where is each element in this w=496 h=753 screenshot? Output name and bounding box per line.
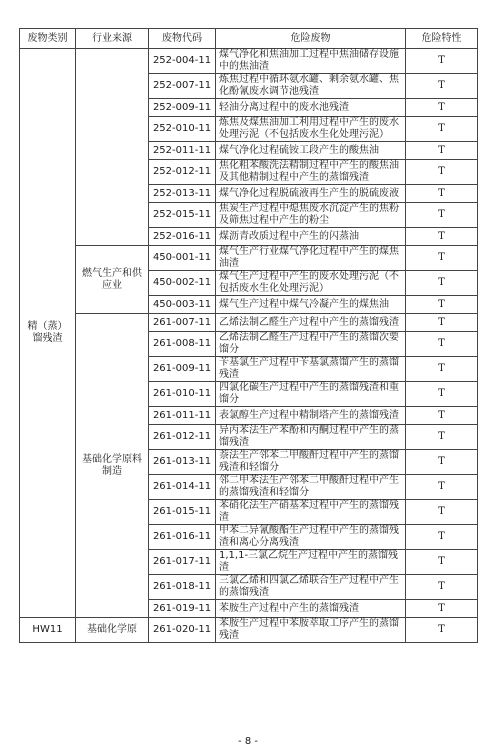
industry-source-cell (76, 49, 149, 246)
hazardous-waste-cell: 乙烯法制乙醛生产过程中产生的蒸馏次要馏分 (216, 332, 406, 357)
waste-code-cell: 261-013-11 (149, 450, 216, 475)
table-header-row (20, 29, 478, 49)
industry-source-cell: 基础化学原料制造 (76, 314, 149, 618)
hazard-property-cell: T (406, 357, 478, 382)
hazardous-waste-cell: 炼焦及煤焦油加工利用过程中产生的废水处理污泥（不包括废水生化处理污泥） (216, 117, 406, 142)
waste-category-cell: 精（蒸）馏残渣 (20, 49, 76, 618)
hazardous-waste-cell: 炼焦过程中循环氨水罐、剩余氨水罐、焦化酚氰废水调节池残渣 (216, 74, 406, 99)
hazard-property-cell: T (406, 314, 478, 332)
hazardous-waste-cell: 焦化粗苯酸洗法精制过程中产生的酸焦油及其他精制过程中产生的蒸馏残渣 (216, 160, 406, 185)
waste-code-cell: 261-014-11 (149, 475, 216, 500)
hazardous-waste-cell: 乙烯法制乙醛生产过程中产生的蒸馏残渣 (216, 314, 406, 332)
waste-code-cell: 252-004-11 (149, 49, 216, 74)
hazard-property-cell: T (406, 575, 478, 600)
hazardous-waste-cell: 苯硝化法生产硝基苯过程中产生的蒸馏残渣 (216, 500, 406, 525)
hazardous-waste-cell: 表氯醇生产过程中精制塔产生的蒸馏残渣 (216, 407, 406, 425)
hazardous-waste-cell: 煤气净化过程硫铵工段产生的酸焦油 (216, 142, 406, 160)
hazard-property-cell: T (406, 332, 478, 357)
hazardous-waste-table (19, 28, 478, 643)
hazard-property-cell: T (406, 228, 478, 246)
page-number: - 8 - (238, 736, 258, 747)
waste-code-cell: 252-012-11 (149, 160, 216, 185)
waste-code-cell: 261-017-11 (149, 550, 216, 575)
header-hazard-property: 危险特性 (406, 29, 478, 49)
table-row (20, 49, 478, 74)
waste-code-cell: 261-007-11 (149, 314, 216, 332)
waste-code-cell: 261-011-11 (149, 407, 216, 425)
table-row (20, 618, 478, 643)
hazard-property-cell: T (406, 475, 478, 500)
table-body (20, 49, 478, 643)
waste-code-cell: 261-008-11 (149, 332, 216, 357)
hazard-property-cell: T (406, 600, 478, 618)
waste-code-cell: 261-019-11 (149, 600, 216, 618)
waste-category-cell: HW11 (20, 618, 76, 643)
hazardous-waste-cell: 异丙苯法生产苯酚和丙酮过程中产生的蒸馏残渣 (216, 425, 406, 450)
waste-code-cell: 252-010-11 (149, 117, 216, 142)
header-industry-source: 行业来源 (76, 29, 149, 49)
hazardous-waste-cell: 煤气生产行业煤气净化过程中产生的煤焦油渣 (216, 246, 406, 271)
waste-code-cell: 261-018-11 (149, 575, 216, 600)
hazard-property-cell: T (406, 407, 478, 425)
header-category: 废物类别 (20, 29, 76, 49)
waste-code-cell: 450-003-11 (149, 296, 216, 314)
hazard-property-cell: T (406, 49, 478, 74)
hazardous-waste-cell: 煤气净化和焦油加工过程中焦油储存设施中的焦油渣 (216, 49, 406, 74)
hazard-property-cell: T (406, 203, 478, 228)
table-row (20, 246, 478, 271)
hazardous-waste-cell: 1,1,1-三氯乙烷生产过程中产生的蒸馏残渣 (216, 550, 406, 575)
hazardous-waste-cell: 煤气生产过程中产生的废水处理污泥（不包括废水生化处理污泥） (216, 271, 406, 296)
hazard-property-cell: T (406, 117, 478, 142)
hazardous-waste-cell: 邻二甲苯法生产邻苯二甲酸酐过程中产生的蒸馏残渣和轻馏分 (216, 475, 406, 500)
waste-code-cell: 261-009-11 (149, 357, 216, 382)
waste-code-cell: 261-015-11 (149, 500, 216, 525)
hazardous-waste-cell: 三氯乙烯和四氯乙烯联合生产过程中产生的蒸馏残渣 (216, 575, 406, 600)
waste-code-cell: 252-007-11 (149, 74, 216, 99)
industry-source-cell: 燃气生产和供应业 (76, 246, 149, 314)
hazardous-waste-cell: 四氯化碳生产过程中产生的蒸馏残渣和重馏分 (216, 382, 406, 407)
waste-code-cell: 252-011-11 (149, 142, 216, 160)
hazard-property-cell: T (406, 500, 478, 525)
hazard-property-cell: T (406, 450, 478, 475)
hazard-property-cell: T (406, 185, 478, 203)
hazardous-waste-cell: 煤气净化过程脱硫液再生产生的脱硫废液 (216, 185, 406, 203)
hazard-property-cell: T (406, 142, 478, 160)
hazard-property-cell: T (406, 382, 478, 407)
waste-code-cell: 450-002-11 (149, 271, 216, 296)
waste-code-cell: 261-020-11 (149, 618, 216, 643)
waste-code-cell: 450-001-11 (149, 246, 216, 271)
waste-code-cell: 252-013-11 (149, 185, 216, 203)
hazardous-waste-cell: 煤气生产过程中煤气冷凝产生的煤焦油 (216, 296, 406, 314)
waste-code-cell: 261-012-11 (149, 425, 216, 450)
waste-code-cell: 261-010-11 (149, 382, 216, 407)
hazardous-waste-cell: 苯胺生产过程中苯胺萃取工序产生的蒸馏残渣 (216, 618, 406, 643)
hazardous-waste-cell: 苯胺生产过程中产生的蒸馏残渣 (216, 600, 406, 618)
hazardous-waste-cell: 苄基氯生产过程中苄基氯蒸馏产生的蒸馏残渣 (216, 357, 406, 382)
table-row (20, 314, 478, 332)
hazard-property-cell: T (406, 160, 478, 185)
header-hazardous-waste: 危险废物 (216, 29, 406, 49)
hazardous-waste-cell: 萘法生产邻苯二甲酸酐过程中产生的蒸馏残渣和轻馏分 (216, 450, 406, 475)
hazard-property-cell: T (406, 74, 478, 99)
hazardous-waste-cell: 焦炭生产过程中熄焦废水沉淀产生的焦粉及筛焦过程中产生的粉尘 (216, 203, 406, 228)
hazardous-waste-cell: 甲苯二异氰酸酯生产过程中产生的蒸馏残渣和离心分离残渣 (216, 525, 406, 550)
waste-code-cell: 252-009-11 (149, 99, 216, 117)
hazard-property-cell: T (406, 550, 478, 575)
hazard-property-cell: T (406, 618, 478, 643)
hazard-property-cell: T (406, 99, 478, 117)
hazard-property-cell: T (406, 425, 478, 450)
waste-code-cell: 252-016-11 (149, 228, 216, 246)
waste-code-cell: 261-016-11 (149, 525, 216, 550)
hazard-property-cell: T (406, 271, 478, 296)
hazard-property-cell: T (406, 296, 478, 314)
industry-source-cell: 基础化学原 (76, 618, 149, 643)
header-waste-code: 废物代码 (149, 29, 216, 49)
hazard-property-cell: T (406, 525, 478, 550)
hazardous-waste-cell: 轻油分离过程中的废水池残渣 (216, 99, 406, 117)
hazardous-waste-cell: 煤沥青改质过程中产生的闪蒸油 (216, 228, 406, 246)
hazard-property-cell: T (406, 246, 478, 271)
waste-code-cell: 252-015-11 (149, 203, 216, 228)
